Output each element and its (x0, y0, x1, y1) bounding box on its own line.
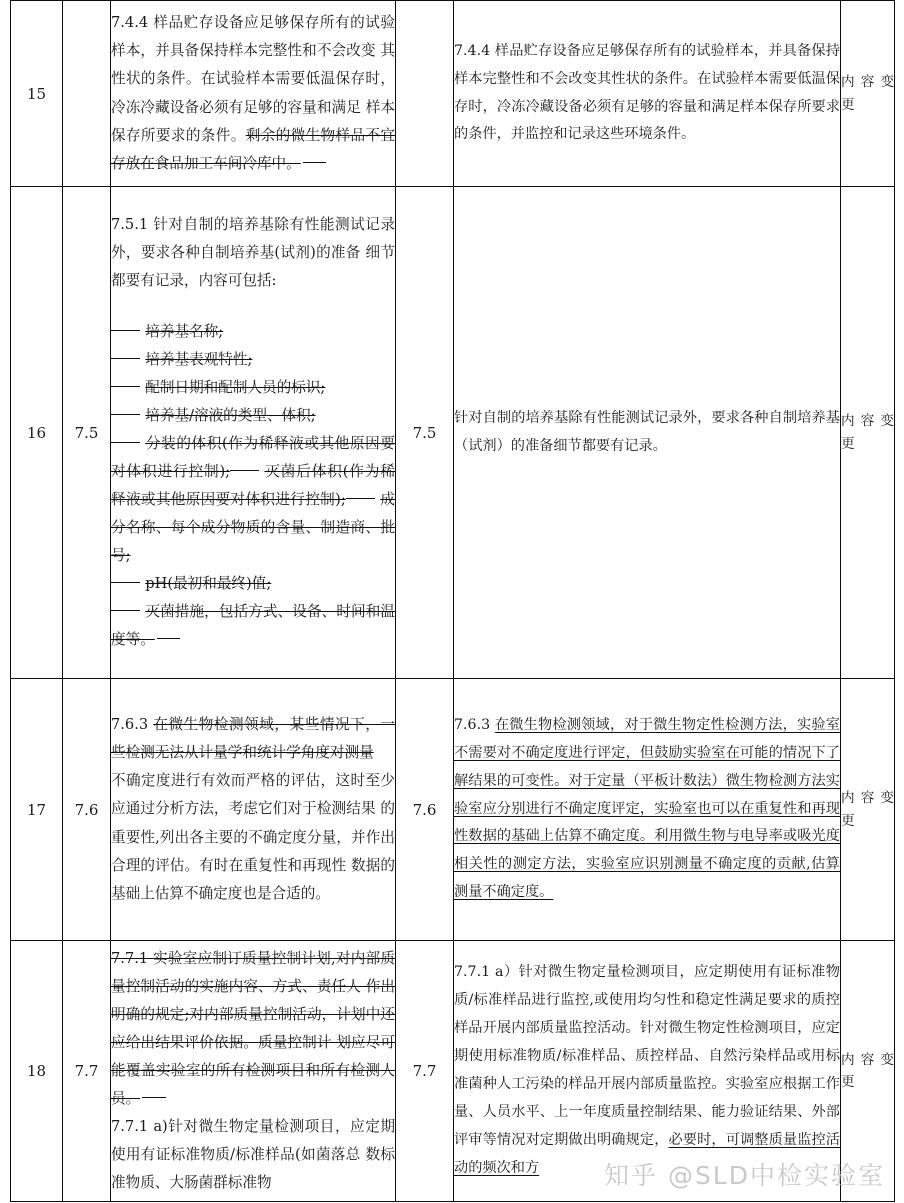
old-text-struck: 在微生物检测领域，某些情况下，一些检测无法从计量学和统计学角度对测量 (111, 716, 395, 762)
dash-marker (111, 582, 140, 583)
list-item-label: 成分名称、每个成分物质的含量、制造商、批号; (111, 490, 395, 564)
new-text-cell (454, 679, 841, 941)
old-text-cell (111, 679, 396, 941)
new-text-underlined: 必要时，可调整质量监控活动的频次和方 (454, 1131, 840, 1176)
table-row (11, 1, 895, 187)
remark-cell: 内容变更 (841, 1, 895, 187)
old-clause-lead: 7.5.1 (111, 216, 154, 234)
old-text-struck: 7.7.1 实验室应制订质量控制计划,对内部质量控制活动的实施内容、方式、责任人 作出明确的规定;对内部质量控制活动，计划中还应给出结果评价依据。质量控制计 划应尽可能覆盖实验室的所有检测项目和所有检测人员。 (111, 949, 395, 1107)
old-struck-list (111, 318, 395, 654)
remark-cell: 内容变更 (841, 187, 895, 679)
old-clause-lead: 7.4.4 (111, 14, 154, 32)
old-clause-cell: 7.5 (63, 187, 111, 679)
new-text-body: 7.4.4 样品贮存设备应足够保存所有的试验样本，并具备保持样本完整性和不会改变其性状的条件。在试验样本需要低温保存时，冷冻冷藏设备必须有足够的容量和满足样本保存所要求的条件，并监控和记录这些环境条件。 (454, 42, 840, 143)
list-item (111, 346, 395, 374)
row-number-cell: 16 (11, 187, 63, 679)
old-text-kept-2: 7.7.1 a)针对微生物定量检测项目，应定期使用有证标准物质/标准样品(如菌落总 数标准物质、大肠菌群标准物 (111, 1118, 395, 1192)
old-clause-cell (63, 1, 111, 187)
dash-marker (111, 358, 140, 359)
row-number-cell: 18 (11, 941, 63, 1202)
new-text-cell (454, 941, 841, 1202)
paragraph-spacer (111, 295, 395, 318)
new-clause-cell: 7.6 (396, 679, 454, 941)
new-text-plain: 7.7.1 a）针对微生物定量检测项目，应定期使用有证标准物质/标准样品进行监控,或使用均匀性和稳定性满足要求的质控样品开展内部质量监控活动。针对微生物定性检测项目，应定期使用标准物质/标准样品、质控样品、自然污染样品或用标准菌种人工污染的样品开展内部质量监控。实验室应根据工作量、人员水平、上一年度质量控制结果、能力验证结果、外部评审等情况对定期做出明确规定， (454, 964, 840, 1148)
new-text-body: 针对自制的培养基除有性能测试记录外，要求各种自制培养基（试剂）的准备细节都要有记录。 (454, 409, 840, 454)
list-item-label: 配制日期和配制人员的标识; (145, 378, 326, 396)
dash-marker (111, 414, 140, 415)
list-item (111, 402, 395, 430)
new-clause-cell: 7.7 (396, 941, 454, 1202)
old-text-cell (111, 187, 396, 679)
dash-marker (346, 498, 375, 499)
table-row (11, 187, 895, 679)
list-item-label: 灭菌后体积(作为稀释液或其他原因要对体积进行控制); (111, 462, 395, 508)
dash-marker (111, 442, 140, 443)
list-item (111, 570, 395, 598)
list-item-label: 培养基/溶液的类型、体积; (145, 406, 316, 424)
dash-marker (111, 330, 140, 331)
comparison-table (10, 0, 895, 1202)
old-clause-cell: 7.6 (63, 679, 111, 941)
old-text-struck: 剩余的微生物样品不宜存放在食品加工车间冷库中。 (111, 126, 395, 172)
old-clause-cell: 7.7 (63, 941, 111, 1202)
new-clause-cell (396, 1, 454, 187)
dash-marker (111, 386, 140, 387)
remark-cell: 内容变更 (841, 679, 895, 941)
row-number-cell: 15 (11, 1, 63, 187)
old-text-cell (111, 941, 396, 1202)
watermark: 知乎 @SLD中检实验室 (604, 1161, 885, 1190)
new-clause-cell: 7.5 (396, 187, 454, 679)
old-text-kept: 样品贮存设备应足够保存所有的试验样本，并具备保持样本完整性和不会改变 其性状的条件。在试验样本需要低温保存时，冷冻冷藏设备必须有足够的容量和满足 样本保存所要求的条件。 (111, 14, 395, 144)
list-item-label: 培养基名称; (145, 322, 224, 340)
row-number-cell: 17 (11, 679, 63, 941)
dash-marker (111, 610, 140, 611)
list-item (111, 430, 395, 570)
list-item-label: pH(最初和最终)值; (145, 574, 272, 592)
new-clause-lead: 7.6.3 (454, 716, 495, 733)
list-item (111, 374, 395, 402)
strike-tail (142, 1097, 165, 1098)
old-clause-lead: 7.6.3 (111, 716, 154, 734)
list-item (111, 598, 395, 654)
list-item (111, 318, 395, 346)
strike-tail (303, 162, 326, 163)
table-row (11, 941, 895, 1202)
list-item-label: 培养基表观特性; (145, 350, 253, 368)
new-text-underlined: 在微生物检测领域，对于微生物定性检测方法，实验室不需要对不确定度进行评定，但鼓励实验室在可能的情况下了解结果的可变性。对于定量（平板计数法）微生物检测方法实验室应分别进行不确定度评定，实验室也可以在重复性和再现性数据的基础上估算不确定度。利用微生物与电导率或吸光度相关性的测定方法，实验室应识别测量不确定度的贡献,估算测量不确定度。 (454, 716, 840, 901)
new-text-cell (454, 187, 841, 679)
old-text-kept: 针对自制的培养基除有性能测试记录外，要求各种自制培养基(试剂)的准备 细节都要有记录，内容可包括: (111, 216, 395, 290)
old-text-paragraph-2: 不确定度进行有效而严格的评估，这时至少应通过分析方法，考虑它们对于检测结果 的重要性,列出各主要的不确定度分量，并作出合理的评估。有时在重复性和再现性 数据的基础上估算不确定度也是合适的。 (111, 772, 395, 902)
list-item-label: 分装的体积(作为稀释液或其他原因要对体积进行控制); (111, 434, 395, 480)
dash-marker (230, 470, 259, 471)
new-text-cell (454, 1, 841, 187)
remark-cell: 内容变更 (841, 941, 895, 1202)
table-row (11, 679, 895, 941)
old-text-cell (111, 1, 396, 187)
list-item-label: 灭菌措施，包括方式、设备、时间和温度等。 (111, 602, 395, 648)
strike-tail (157, 638, 180, 639)
